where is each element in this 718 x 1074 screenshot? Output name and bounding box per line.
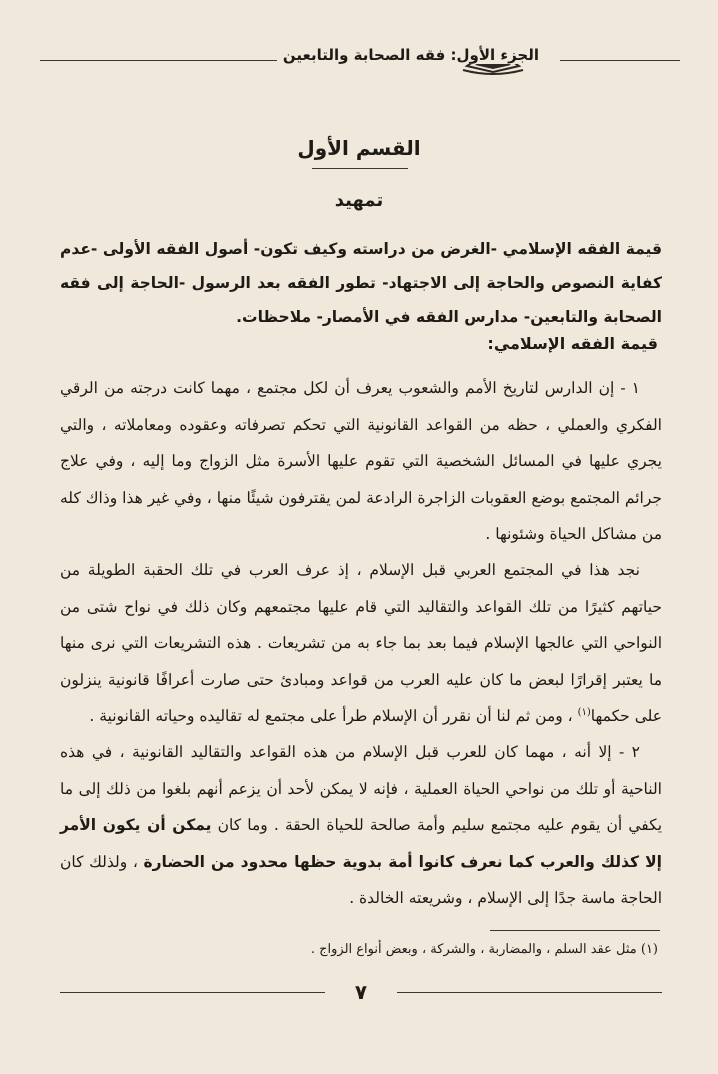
paragraph-3-after: ، ولذلك كان الحاجة ماسة جدًا إلى الإسلام ، وشريعته الخالدة . [60,852,662,907]
paragraph-2-before: نجد هذا في المجتمع العربي قبل الإسلام ، إذ عرف العرب في تلك الحقبة الطويلة من حياتهم كثيرًا من تلك القواعد والتقاليد التي قام عليها مجتمعهم وكان ذلك في نواح شتى من النواحي التي عالجها الإسلام فيما بعد بما جاء به من تشريعات . هذه التشريعات التي نرى منها ما يعتبر إقرارًا لبعض ما كان عليه العرب من قواعد ومبادئ حتى صارت أعرافًا قانونية ينزلون على حكمها [60,561,662,725]
section-heading: قيمة الفقه الإسلامي: [487,334,658,353]
paragraph-3 [60,734,662,917]
page-number: ٧ [354,980,368,1004]
paragraph-2 [60,552,662,735]
page-footer [60,980,662,1004]
footnote-ref: (١) [577,706,591,718]
paragraph-1-text: ١ - إن الدارس لتاريخ الأمم والشعوب يعرف أن لكل مجتمع ، مهما كانت درجته من الرقي الفكري والعملي ، حظه من القواعد القانونية التي تحكم تصرفاته وعقوده ومعاملاته ، والتي يجري عليها في المسائل الشخصية التي تقوم عليها الأسرة مثل الزواج وما إليه ، وفي علاج جرائم المجتمع بوضع العقوبات الزاجرة الرادعة لمن يقترفون شيئًا منها ، وفي غير هذا وذاك كله من مشاكل الحياة وشئونها . [60,379,662,543]
subtitle: تمهيد [334,190,384,211]
paragraph-3-text [60,734,662,917]
section-title-underline [312,168,408,169]
paragraph-3-before: ٢ - إلا أنه ، مهما كان للعرب قبل الإسلام من هذه القواعد والتقاليد القانونية ، في هذه الناحية أو تلك من نواحي الحياة العملية ، فإنه لا يمكن لأحد أن يزعم أنهم بلغوا من ذلك إلى ما يكفي أن يقوم عليه مجتمع سليم وأمة صالحة للحياة الحقة . وما كان [60,743,663,834]
paragraph-2-after: ، ومن ثم لنا أن نقرر أن الإسلام طرأ على مجتمع له تقاليده وحياته القانونية . [89,707,578,725]
paragraph-1 [60,370,662,553]
footnote-rule [490,930,660,931]
footnote: (١) مثل عقد السلم ، والمضاربة ، والشركة ، وبعض أنواع الزواج . [310,942,658,957]
paragraph-2-text [60,552,662,735]
header-rule-right [560,60,680,61]
running-header [40,40,680,80]
section-title: القسم الأول [297,136,421,160]
paragraph-3-bold: يمكن أن يكون الأمر إلا كذلك والعرب كما نعرف كانوا أمة بدوية حظها محدود من الحضارة [60,816,662,871]
header-title: الجزء الأول: فقه الصحابة والتابعين [277,46,545,64]
chapter-summary: قيمة الفقه الإسلامي -الغرض من دراسته وكيف تكون- أصول الفقه الأولى -عدم كفاية النصوص والحاجة إلى الاجتهاد- تطور الفقه بعد الرسول -الحاجة إلى فقه الصحابة والتابعين- مدارس الفقه في الأمصار- ملاحظات. [60,240,662,326]
